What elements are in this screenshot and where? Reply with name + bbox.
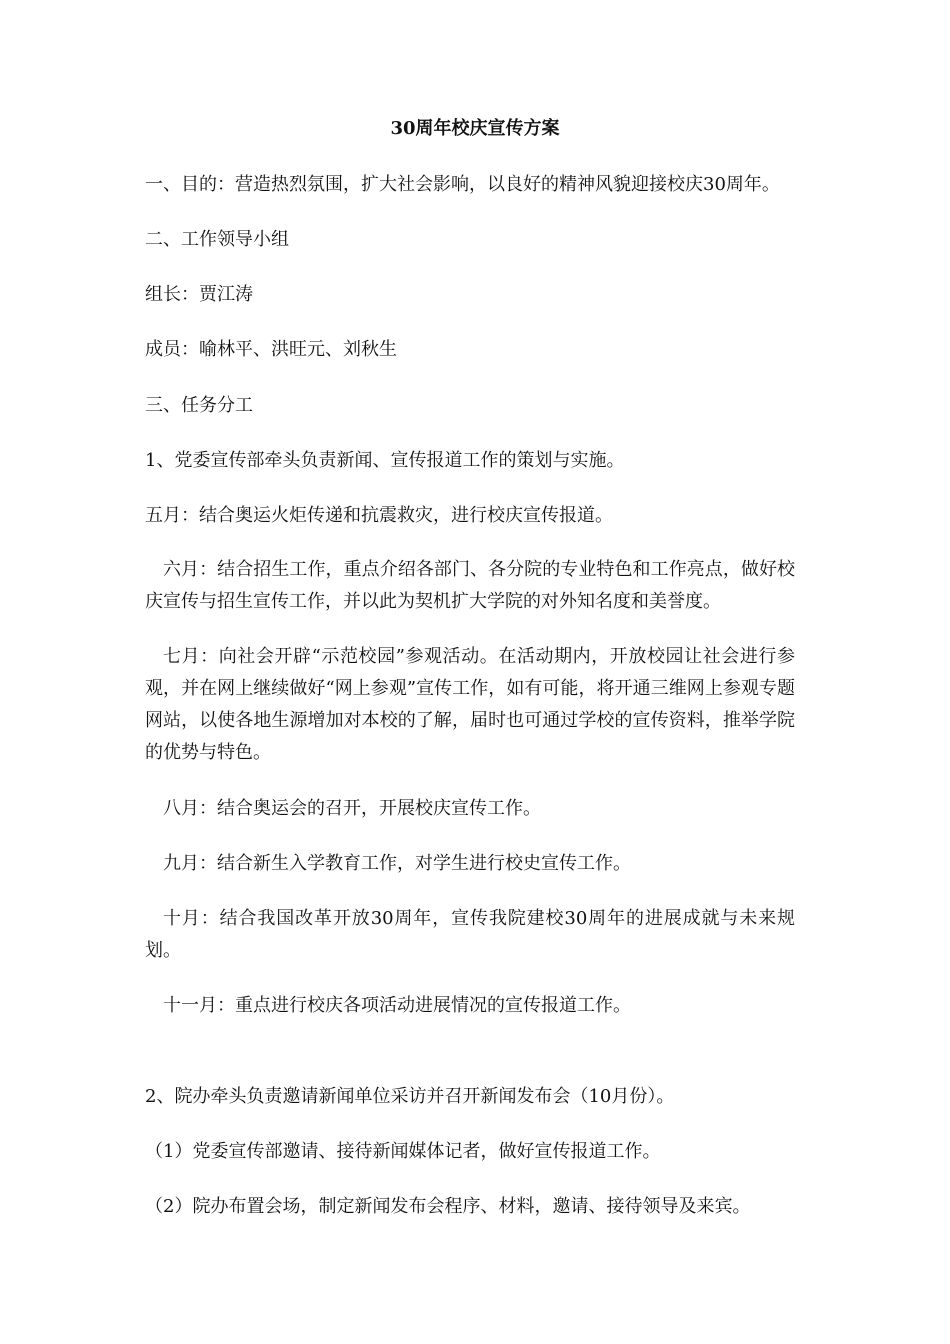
may-line: 五月：结合奥运火炬传递和抗震救灾，进行校庆宣传报道。 [145,505,613,526]
july-paragraph: 七月：向社会开辟“示范校园”参观活动。在活动期内，开放校园让社会进行参观，并在网上继续做好“网上参观”宣传工作，如有可能，将开通三维网上参观专题网站，以使各地生源增加对本校的了解，届时也可通过学校的宣传资料，推举学院的优势与特色。 [145,646,795,763]
leader-line: 组长：贾江涛 [145,284,253,305]
october-paragraph: 十月：结合我国改革开放30周年，宣传我院建校30周年的进展成就与未来规划。 [145,908,795,961]
november-paragraph: 十一月：重点进行校庆各项活动进展情况的宣传报道工作。 [163,995,631,1016]
task-1-line: 1、党委宣传部牵头负责新闻、宣传报道工作的策划与实施。 [145,450,625,471]
members-line: 成员：喻林平、洪旺元、刘秋生 [145,339,397,360]
september-paragraph: 九月：结合新生入学教育工作，对学生进行校史宣传工作。 [163,853,631,874]
august-paragraph: 八月：结合奥运会的召开，开展校庆宣传工作。 [163,798,541,819]
task-2-item-1: （1）党委宣传部邀请、接待新闻媒体记者，做好宣传报道工作。 [145,1141,661,1162]
task-2-item-2: （2）院办布置会场，制定新闻发布会程序、材料，邀请、接待领导及来宾。 [145,1196,751,1217]
section-3-heading: 三、任务分工 [145,395,253,416]
june-paragraph: 六月：结合招生工作，重点介绍各部门、各分院的专业特色和工作亮点，做好校庆宣传与招生宣传工作，并以此为契机扩大学院的对外知名度和美誉度。 [145,559,795,612]
purpose-line: 一、目的：营造热烈氛围，扩大社会影响，以良好的精神风貌迎接校庆30周年。 [145,174,780,195]
section-2-heading: 二、工作领导小组 [145,229,289,250]
task-2-line: 2、院办牵头负责邀请新闻单位采访并召开新闻发布会（10月份）。 [145,1086,675,1107]
document-title: 30周年校庆宣传方案 [390,118,560,139]
